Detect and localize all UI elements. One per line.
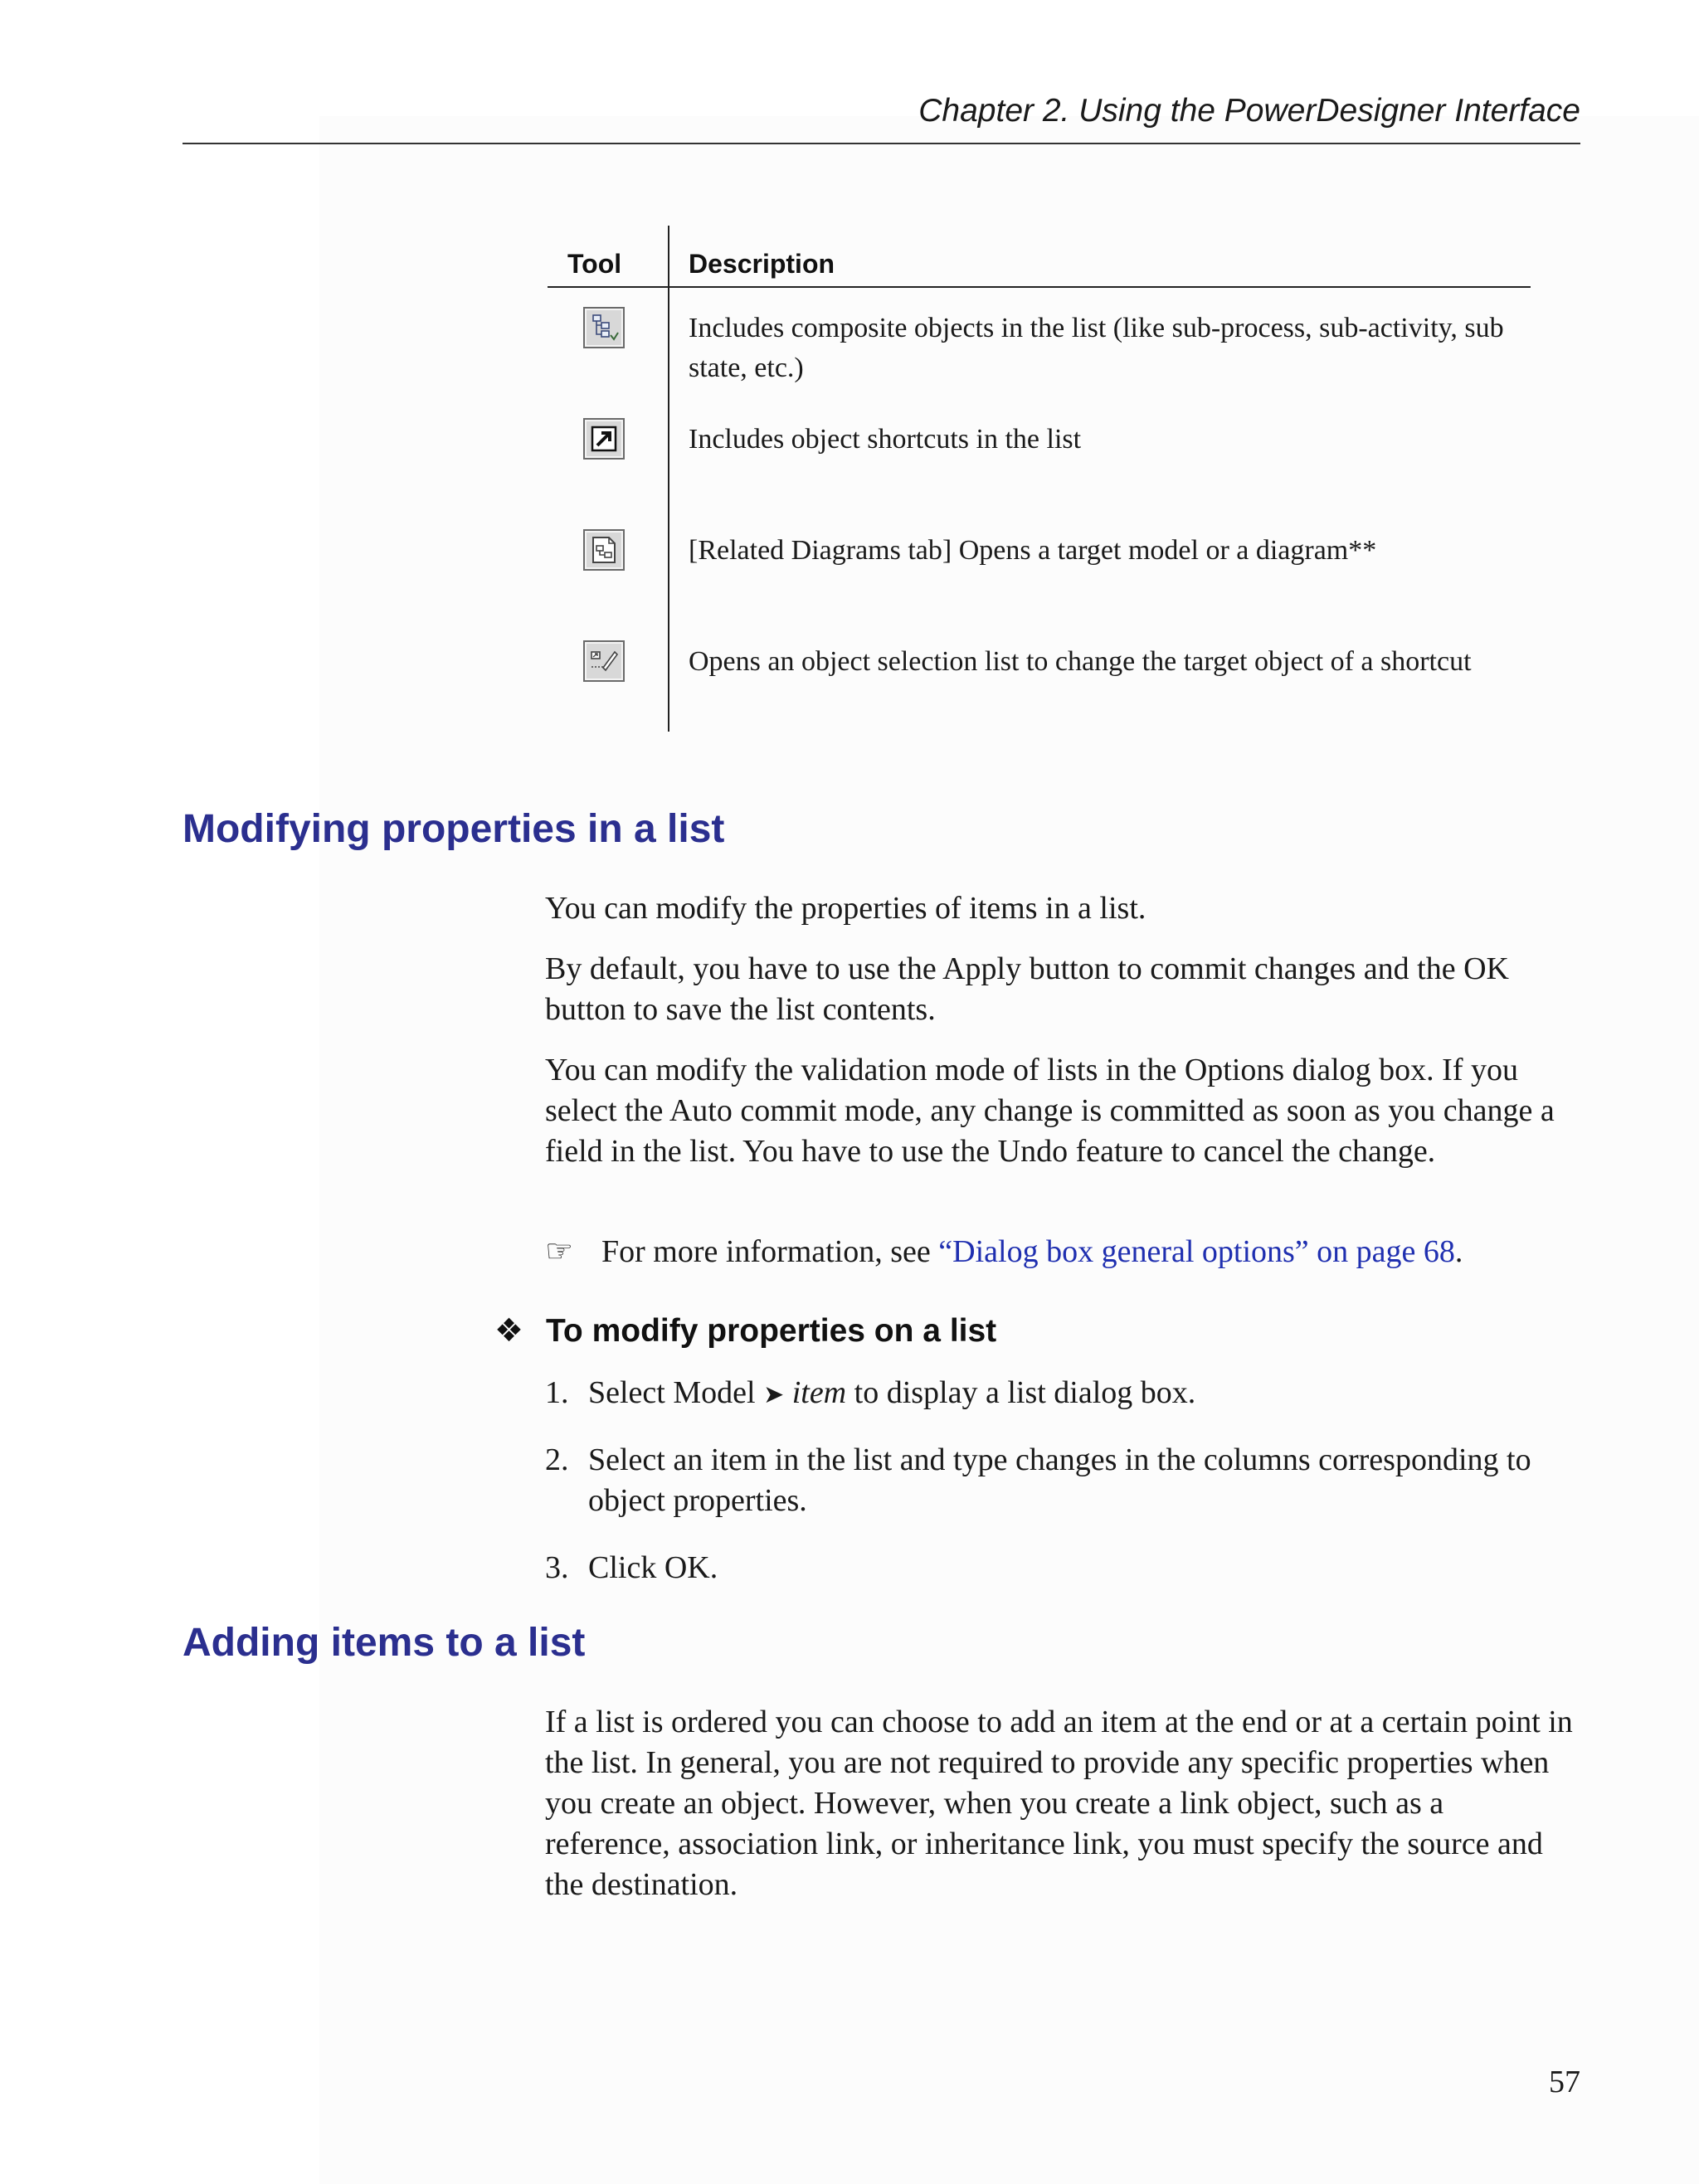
table-header-description: Description [689, 249, 835, 279]
paragraph: If a list is ordered you can choose to add an item at the end or at a certain point in the list. In general, you are not required to provide any specific properties when you create an object. However, when you create a link object, such as a reference, association link, or inheritance link, you must specify the source and the destination. [545, 1705, 1573, 1902]
open-diagram-icon [583, 529, 625, 571]
step-text-italic: item [784, 1375, 847, 1410]
section-heading-modifying: Modifying properties in a list [183, 807, 725, 851]
step-number: 3. [545, 1550, 569, 1585]
step-text-pre: Select Model [588, 1375, 764, 1410]
tool-table [548, 226, 1531, 732]
procedure-step [545, 1548, 1574, 1588]
pointing-hand-icon: ☞ [545, 1234, 574, 1269]
step-text: Click OK. [588, 1550, 718, 1585]
procedure-heading [494, 1312, 996, 1350]
procedure-title: To modify properties on a list [546, 1313, 997, 1349]
xref-link[interactable]: “Dialog box general options” on page 68 [938, 1234, 1455, 1269]
cross-reference [545, 1232, 1574, 1272]
paragraph: You can modify the properties of items in a list. [545, 891, 1146, 926]
step-text-post: to display a list dialog box. [846, 1375, 1196, 1410]
table-cell-description: Includes object shortcuts in the list [689, 424, 1082, 455]
paragraph: By default, you have to use the Apply button to commit changes and the OK button to save the list contents. [545, 951, 1509, 1027]
xref-suffix: . [1454, 1234, 1463, 1269]
step-text [588, 1373, 1574, 1415]
shortcut-icon [583, 418, 625, 460]
step-text: Select an item in the list and type changes in the columns corresponding to object properties. [588, 1442, 1531, 1518]
step-number: 2. [545, 1442, 569, 1477]
procedure-marker-icon: ❖ [494, 1312, 523, 1350]
table-cell-description: Includes composite objects in the list (like sub-process, sub-activity, sub state, etc.) [689, 313, 1504, 383]
procedure-step [545, 1440, 1574, 1521]
change-target-icon [583, 640, 625, 682]
table-column-divider [668, 226, 669, 732]
table-header-rule [548, 286, 1531, 288]
section-heading-adding: Adding items to a list [183, 1621, 586, 1665]
step-number: 1. [545, 1375, 569, 1410]
composite-objects-icon [583, 307, 625, 348]
table-cell-description: Opens an object selection list to change the target object of a shortcut [689, 646, 1472, 677]
table-cell-description: [Related Diagrams tab] Opens a target model or a diagram** [689, 535, 1377, 566]
xref-prefix: For more information, see [601, 1234, 939, 1269]
menu-arrow-icon: ➤ [763, 1380, 785, 1409]
header-rule [183, 143, 1580, 144]
running-head: Chapter 2. Using the PowerDesigner Interface [918, 93, 1580, 129]
paragraph: You can modify the validation mode of lists in the Options dialog box. If you select the Auto commit mode, any change is committed as soon as you change a field in the list. You have to use the Undo feature to cancel the change. [545, 1053, 1555, 1169]
page-number: 57 [1549, 2065, 1580, 2099]
table-header-tool: Tool [567, 249, 622, 279]
procedure-step [545, 1373, 1574, 1415]
